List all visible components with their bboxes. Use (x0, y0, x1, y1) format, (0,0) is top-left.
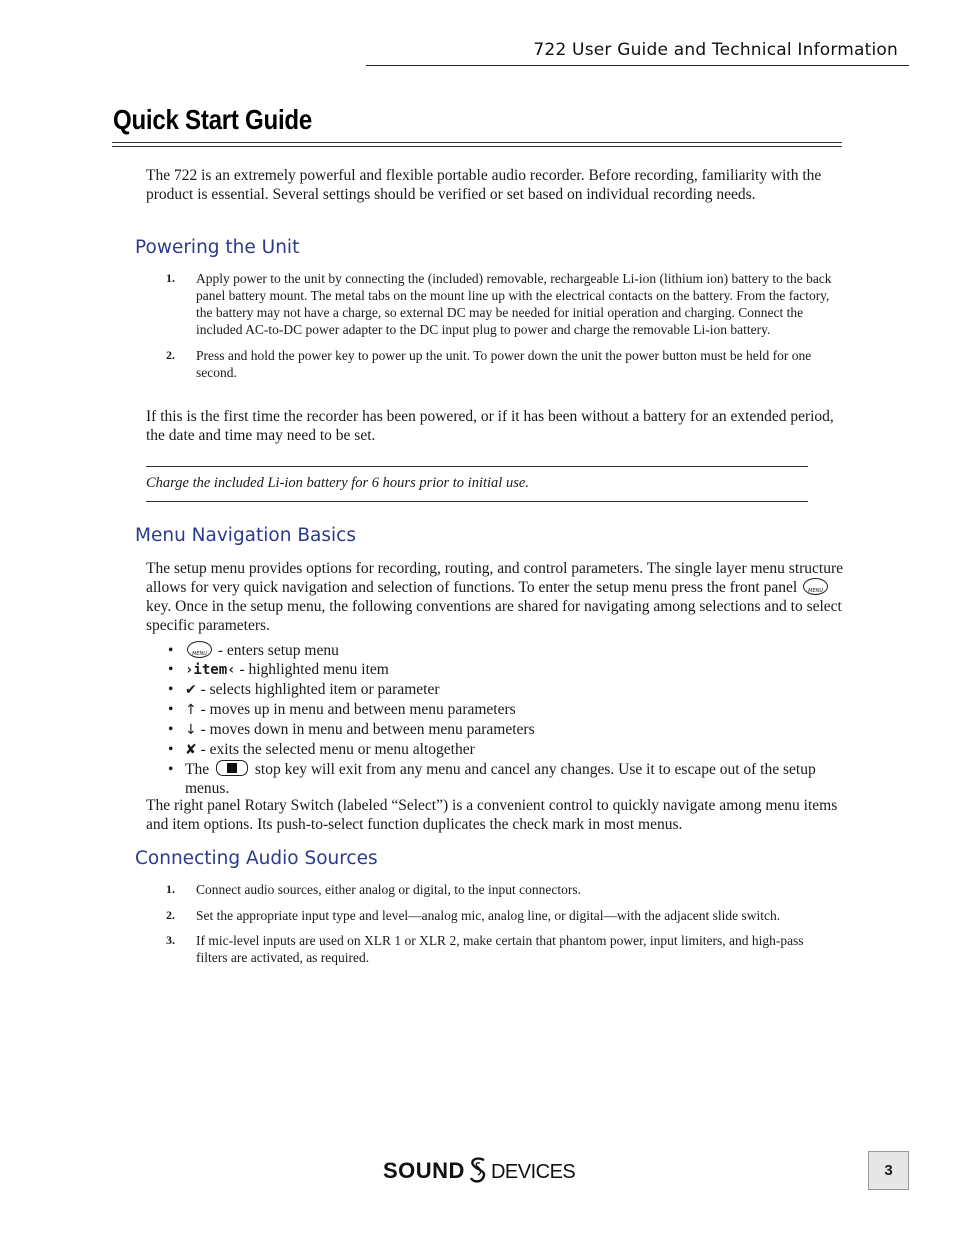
bullet-dot: • (168, 642, 174, 659)
bullet-text: - moves down in menu and between menu parameters (196, 721, 535, 738)
bullet-text-prefix: The (185, 761, 210, 778)
menu-key-icon (803, 578, 828, 595)
step-item (166, 907, 836, 924)
powering-followup: If this is the first time the recorder has been powered, or if it has been without a battery for an extended period, the date and time may need to be set. (146, 408, 834, 444)
page-title: Quick Start Guide (113, 104, 313, 135)
logo-swirl-icon (466, 1156, 490, 1184)
list-item (168, 641, 836, 660)
note-top-rule (146, 466, 808, 467)
logo-text-devices: DEVICES (490, 1161, 576, 1183)
note-text: Charge the included Li-ion battery for 6 hours prior to initial use. (146, 475, 529, 491)
bullet-text: - highlighted menu item (235, 661, 389, 678)
sound-devices-logo (383, 1156, 575, 1184)
menu-paragraph-lead: The setup menu provides options for recording, routing, and control parameters. The single layer menu structure allows for very quick navigation and selection of functions. To enter the setup menu press the front panel (146, 560, 844, 596)
up-arrow-icon: ↑ (185, 702, 197, 718)
bullet-dot: • (168, 761, 174, 778)
intro-paragraph: The 722 is an extremely powerful and flexible portable audio recorder. Before recording, familiarity with the product is essential. Several settings should be verified or set based on individual recording needs. (146, 167, 822, 203)
step-number: 2. (166, 348, 175, 362)
bullet-text: - enters setup menu (214, 642, 339, 659)
step-item (166, 270, 836, 338)
step-item (166, 932, 836, 966)
cross-icon: ✘ (185, 742, 197, 758)
logo-text-sound: SOUND (383, 1158, 465, 1183)
down-arrow-icon: ↓ (185, 722, 197, 738)
list-item (168, 740, 836, 760)
list-item (168, 720, 836, 740)
rotary-paragraph: The right panel Rotary Switch (labeled “Select”) is a convenient control to quickly navigate among menu items and item options. Its push-to-select function duplicates the check mark in most menus. (146, 797, 838, 833)
step-text: Press and hold the power key to power up the unit. To power down the unit the power button must be held for one second. (196, 348, 812, 380)
page-number: 3 (868, 1151, 909, 1190)
step-number: 3. (166, 933, 175, 947)
bullet-text: stop key will exit from any menu and cancel any changes. Use it to escape out of the setup menus. (185, 761, 816, 797)
step-text: Set the appropriate input type and level—analog mic, analog line, or digital—with the adjacent slide switch. (196, 908, 781, 923)
menu-key-label: MENU (808, 588, 823, 594)
menu-key-icon (187, 641, 212, 658)
list-item (168, 760, 836, 798)
step-text: Apply power to the unit by connecting the (included) removable, rechargeable Li-ion (lithium ion) battery to the back panel battery mount. The metal tabs on the mount line up with the electrical contacts on the battery. From the factory, the battery may not have a charge, so external DC may be needed for initial operation and charging. Connect the included AC-to-DC power adapter to the DC input plug to power and charge the removable Li-ion battery. (196, 271, 832, 337)
title-rule-secondary (112, 146, 842, 147)
section-heading-audio: Connecting Audio Sources (135, 848, 378, 869)
section-heading-powering: Powering the Unit (135, 237, 300, 258)
bullet-dot: • (168, 741, 174, 758)
step-text: Connect audio sources, either analog or digital, to the input connectors. (196, 882, 582, 897)
menu-key-label: MENU (192, 651, 207, 657)
list-item (168, 660, 836, 680)
menu-paragraph-tail: key. Once in the setup menu, the following conventions are shared for navigating among selections and to select specific parameters. (146, 598, 842, 634)
step-text: If mic-level inputs are used on XLR 1 or XLR 2, make certain that phantom power, input limiters, and high-pass filters are activated, as required. (196, 933, 804, 965)
bullet-text: - moves up in menu and between menu parameters (196, 701, 516, 718)
stop-key-icon (216, 760, 248, 776)
audio-steps (166, 881, 836, 966)
note-bottom-rule (146, 501, 808, 502)
bullet-text: - selects highlighted item or parameter (196, 681, 440, 698)
check-mark-icon: ✔ (185, 682, 197, 698)
step-item (166, 347, 836, 381)
step-number: 2. (166, 908, 175, 922)
menu-paragraph (146, 559, 846, 635)
bullet-dot: • (168, 721, 174, 738)
running-header: 722 User Guide and Technical Information (533, 40, 898, 60)
header-rule (366, 65, 909, 66)
highlighted-item-symbol: ›item‹ (185, 662, 236, 678)
list-item (168, 680, 836, 700)
title-rule (112, 142, 842, 143)
step-item (166, 881, 836, 898)
bullet-text: - exits the selected menu or menu altogether (196, 741, 475, 758)
powering-steps (166, 270, 836, 381)
menu-conventions-list (168, 641, 836, 798)
bullet-dot: • (168, 681, 174, 698)
list-item (168, 700, 836, 720)
step-number: 1. (166, 271, 175, 285)
step-number: 1. (166, 882, 175, 896)
bullet-dot: • (168, 701, 174, 718)
section-heading-menu: Menu Navigation Basics (135, 525, 356, 546)
bullet-dot: • (168, 661, 174, 678)
